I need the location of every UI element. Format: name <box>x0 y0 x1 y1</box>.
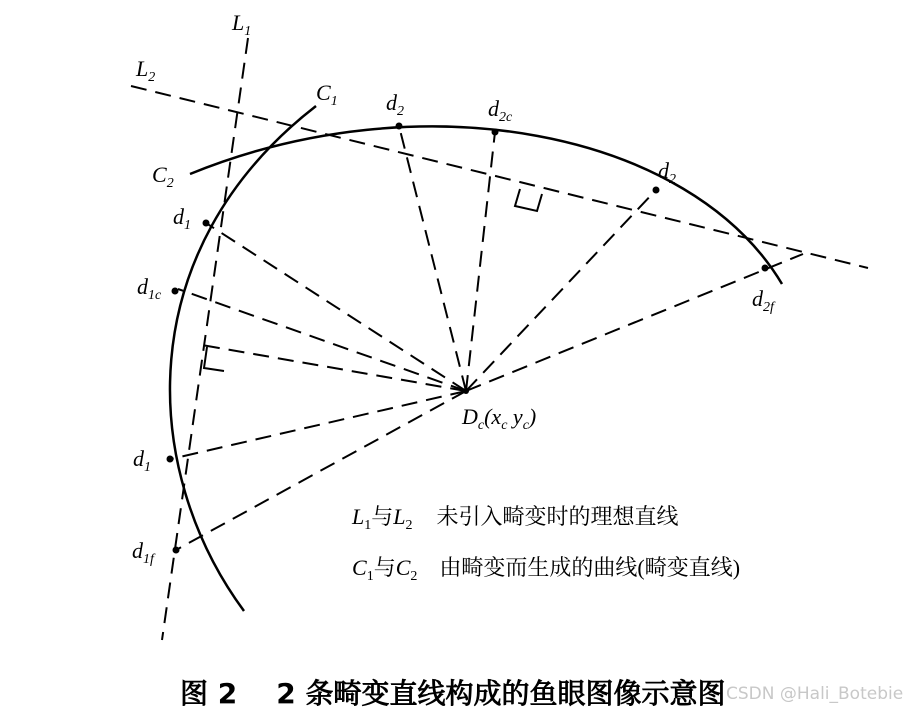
label-d2f: $d_{2f}$ <box>752 286 774 315</box>
label-dc: $D_c(x_c$ $y_c$) <box>462 404 537 433</box>
figure-caption: 图 2 2 条畸变直线构成的鱼眼图像示意图 <box>180 677 726 710</box>
curve-c1-c2 <box>170 106 316 611</box>
point-d1-bottom <box>167 456 174 463</box>
label-c2: $C_2$ <box>152 162 174 191</box>
label-d2-top: $d_2$ <box>386 90 404 119</box>
point-d2f <box>762 265 769 272</box>
label-d1-bottom: $d_1$ <box>133 446 151 475</box>
legend-line-1: $L_1$与$L_2$ 未引入畸变时的理想直线 <box>352 504 679 533</box>
label-d2-right: $d_2$ <box>658 158 676 187</box>
ray-d1-top <box>206 223 466 391</box>
label-d1c: $d_{1c}$ <box>137 274 162 303</box>
point-d2-right <box>653 187 660 194</box>
ray-d1c <box>178 289 466 391</box>
label-c1: $C_1$ <box>316 80 338 109</box>
label-d2c: $d_{2c}$ <box>488 96 513 125</box>
point-d2-top <box>396 123 403 130</box>
point-d1-top <box>203 220 210 227</box>
watermark: CSDN @Hali_Botebie <box>726 684 904 704</box>
point-d1f <box>173 547 180 554</box>
rays <box>171 126 803 550</box>
ray-d2-right <box>466 190 656 391</box>
point-d2c <box>492 129 499 136</box>
label-l1: $L_1$ <box>232 10 252 39</box>
point-d1c <box>172 288 179 295</box>
label-d1-top: $d_1$ <box>173 204 191 233</box>
right-angle-l2 <box>515 189 542 211</box>
ray-d1-bottom <box>171 391 466 459</box>
ray-d1f <box>176 391 466 550</box>
point-dc <box>463 388 469 394</box>
ray-d2c <box>466 132 495 391</box>
ray-perp-l1 <box>202 345 466 391</box>
label-d1f: $d_{1f}$ <box>132 538 154 567</box>
ray-d2f <box>466 254 803 391</box>
label-l2: $L_2$ <box>136 56 156 85</box>
legend-line-2: $C_1$与$C_2$ 由畸变而生成的曲线(畸变直线) <box>352 555 741 584</box>
right-angle-l1 <box>204 347 224 371</box>
